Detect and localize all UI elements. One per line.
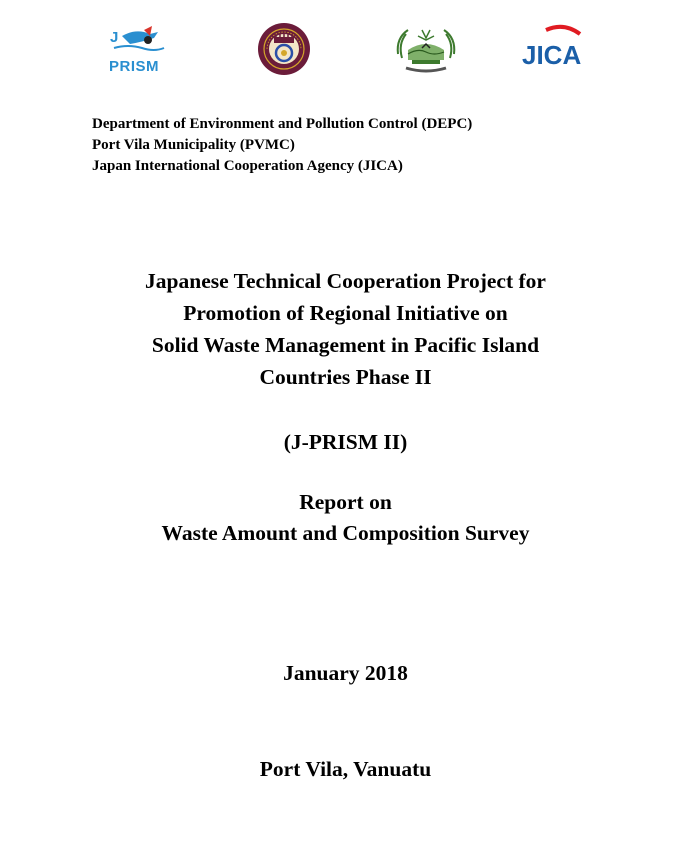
project-acronym: (J-PRISM II) [283,430,408,454]
report-line: Waste Amount and Composition Survey [161,521,530,545]
jprism-logo-wordmark: PRISM [109,58,160,74]
jprism-logo-j: J [110,29,119,46]
title-line: Promotion of Regional Initiative on [183,301,508,325]
project-title [0,265,691,393]
title-line: Solid Waste Management in Pacific Island [151,333,540,357]
report-title [0,487,691,549]
organization-depc: Department of Environment and Pollution Control (DEPC) [92,116,473,132]
title-line: Countries Phase II [259,365,432,389]
port-vila-seal [257,22,311,76]
title-line: Japanese Technical Cooperation Project for [145,269,546,293]
logo-bar [0,18,691,82]
report-line: Report on [299,490,392,514]
jprism-logo [108,26,166,74]
organization-pvmc: Port Vila Municipality (PVMC) [92,137,295,153]
organization-list [92,114,472,177]
report-location: Port Vila, Vanuatu [259,757,432,781]
organization-jica: Japan International Cooperation Agency (JICA) [92,158,403,174]
vanuatu-crest [392,24,460,78]
report-date: January 2018 [283,661,408,685]
jica-logo [520,22,584,72]
jica-logo-wordmark: JICA [522,40,582,70]
